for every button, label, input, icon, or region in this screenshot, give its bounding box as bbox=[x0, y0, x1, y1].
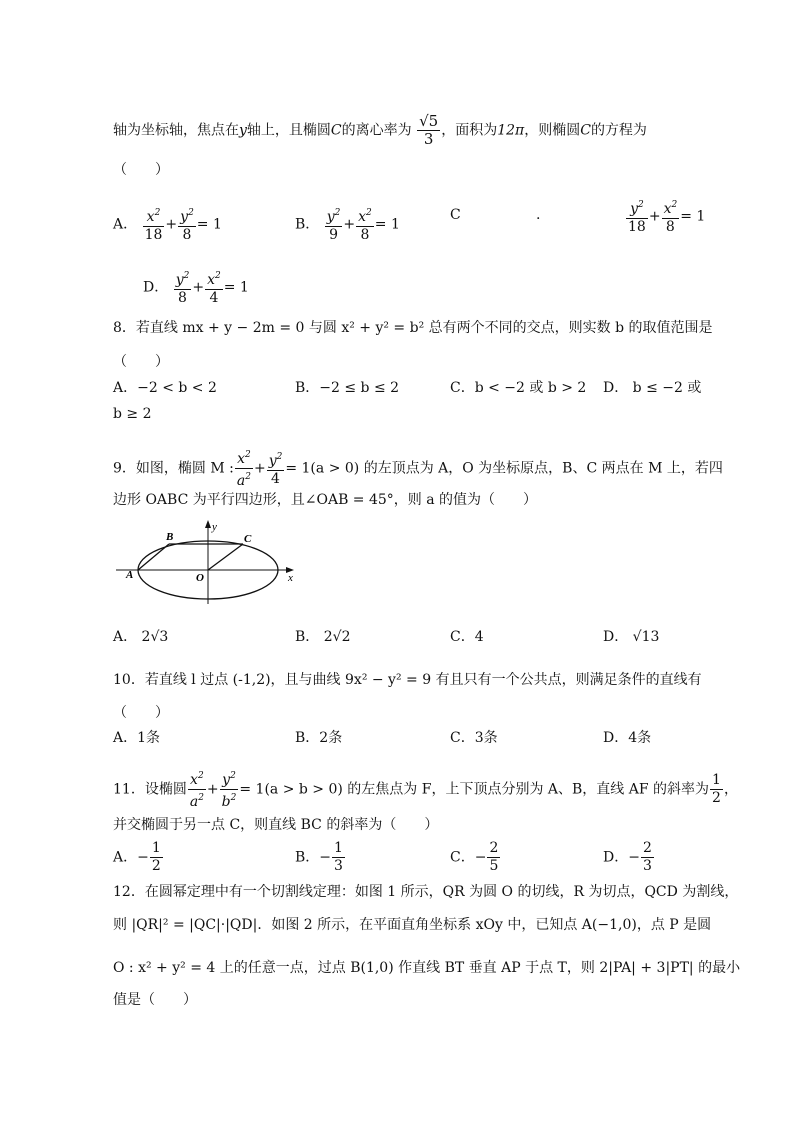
q12-line1: 12．在圆幂定理中有一个切割线定理：如图 1 所示，QR 为圆 O 的切线，R 为切点，QCD 为割线， bbox=[113, 884, 739, 900]
q12-line2: 则 |QR|² = |QC|·|QD|．如图 2 所示，在平面直角坐标系 xOy 中，已知点 A(−1,0)，点 P 是圆 bbox=[113, 917, 712, 933]
q11-opt-b-label: B．− bbox=[295, 849, 332, 866]
q7-opt-a-frac1: $\frac{x^2}{18}$ bbox=[143, 205, 165, 244]
q11-option-a[interactable] bbox=[113, 840, 164, 875]
q8-option-a[interactable]: A．−2 < b < 2 bbox=[113, 380, 217, 396]
q7-eccentricity bbox=[417, 113, 440, 148]
q7-opt-b-frac1: $\frac{y^2}{9}$ bbox=[325, 205, 343, 244]
q11-option-b[interactable] bbox=[295, 840, 346, 875]
q7-area: 12π bbox=[497, 122, 525, 139]
q8-option-d[interactable]: D． b ≤ −2 或 bbox=[603, 380, 702, 396]
q7-text-h: 的方程为 bbox=[590, 122, 647, 139]
label-c: C bbox=[244, 533, 252, 545]
q12-line3: O : x² + y² = 4 上的任意一点，过点 B(1,0) 作直线 BT 垂直 AP 于点 T，则 2|PA| + 3|PT| 的最小 bbox=[113, 960, 741, 976]
q7-opt-a-frac2: $\frac{y^2}{8}$ bbox=[178, 205, 196, 244]
label-o: O bbox=[196, 572, 204, 584]
q7-text-e: ，面积为 bbox=[441, 122, 498, 139]
label-b: B bbox=[166, 531, 174, 543]
q9-option-a[interactable]: A． 2√3 bbox=[113, 629, 169, 645]
q10-paren: （ ） bbox=[113, 705, 169, 721]
q7-opt-b-frac2: $\frac{x^2}{8}$ bbox=[356, 205, 374, 244]
q11-opt-d-label: D．− bbox=[603, 849, 640, 866]
q7-paren: （ ） bbox=[113, 162, 169, 178]
q11-opt-c-frac: $\frac{2}{5}$ bbox=[489, 840, 499, 874]
q7-opt-c-frac1: $\frac{y^2}{18}$ bbox=[626, 197, 648, 236]
q10-option-b[interactable]: B．2条 bbox=[295, 730, 343, 746]
q7-option-c[interactable]: $\frac{y^2}{18}$ + $\frac{x^2}{8}$ = 1 bbox=[625, 197, 705, 236]
segment-oc bbox=[208, 544, 243, 570]
q7-option-a[interactable]: A． $\frac{x^2}{18}$ + $\frac{y^2}{8}$ = 1 bbox=[113, 205, 222, 244]
q11-opt-c-label: C．− bbox=[450, 849, 487, 866]
q8-option-b[interactable]: B．−2 ≤ b ≤ 2 bbox=[295, 380, 400, 396]
q7-opt-d-label: D． bbox=[143, 279, 169, 296]
q7-opt-d-frac1: $\frac{y^2}{8}$ bbox=[174, 268, 192, 307]
q7-option-d[interactable]: D． $\frac{y^2}{8}$ + $\frac{x^2}{4}$ = 1 bbox=[143, 268, 249, 307]
q7-line1 bbox=[113, 113, 647, 148]
q11-opt-b-frac: $\frac{1}{3}$ bbox=[334, 840, 343, 874]
q7-var-c2: C bbox=[580, 122, 591, 139]
label-y: y bbox=[212, 521, 217, 533]
q10-option-d[interactable]: D．4条 bbox=[603, 730, 652, 746]
label-a: A bbox=[126, 569, 134, 581]
y-axis-arrow bbox=[205, 520, 211, 528]
q7-ecc-den: 3 bbox=[423, 130, 434, 148]
q9-option-d[interactable]: D． √13 bbox=[603, 629, 660, 645]
q7-option-c-dot: . bbox=[536, 207, 541, 223]
q10-stem: 10．若直线 l 过点 (-1,2)，且与曲线 9x² − y² = 9 有且只有一个公共点，则满足条件的直线有 bbox=[113, 672, 702, 688]
q11-frac1: $\frac{x^2}{a^2}$ bbox=[188, 768, 206, 811]
q9-ellipse-figure bbox=[112, 518, 304, 608]
q11-option-d[interactable] bbox=[603, 840, 655, 875]
q11-text-a: 11．设椭圆 bbox=[113, 781, 187, 798]
q7-opt-b-label: B． bbox=[295, 216, 320, 233]
q8-option-d-cont: b ≥ 2 bbox=[113, 406, 152, 422]
q7-var-c: C bbox=[330, 122, 342, 139]
q7-opt-d-frac2: $\frac{x^2}{4}$ bbox=[205, 268, 223, 307]
q7-opt-c-frac2: $\frac{x^2}{8}$ bbox=[662, 197, 680, 236]
q7-option-c-label[interactable]: C bbox=[450, 207, 461, 223]
q7-opt-a-label: A． bbox=[113, 216, 138, 233]
q7-var-y: y bbox=[239, 122, 247, 139]
q7-text-f: ，则椭圆 bbox=[524, 122, 581, 139]
q11-option-c[interactable] bbox=[450, 840, 501, 875]
q9-line1: 9．如图，椭圆 M : $\frac{x^2}{a^2}$ + $\frac{y^2}{4}$ = 1(a > 0) 的左顶点为 A，O 为坐标原点，B、C 两点在 M 上，若四 bbox=[113, 447, 723, 490]
q9-line2: 边形 OABC 为平行四边形，且∠OAB = 45°，则 a 的值为（ ） bbox=[113, 492, 538, 508]
q9-text-b: = 1(a > 0) 的左顶点为 A，O 为坐标原点，B、C 两点在 M 上，若四 bbox=[285, 460, 723, 477]
q11-line1: 11．设椭圆 $\frac{x^2}{a^2}$ + $\frac{y^2}{b^2}$ = 1(a > b > 0) 的左焦点为 F，上下顶点分别为 A、B，直线 AF 的斜率为 $\frac{1}{2}$ ， bbox=[113, 768, 738, 811]
q7-ecc-num: √5 bbox=[419, 112, 439, 130]
q7-option-b[interactable]: B． $\frac{y^2}{9}$ + $\frac{x^2}{8}$ = 1 bbox=[295, 205, 400, 244]
q11-slope: $\frac{1}{2}$ bbox=[712, 772, 721, 806]
q11-opt-d-frac: $\frac{2}{3}$ bbox=[642, 840, 652, 874]
label-x: x bbox=[288, 572, 293, 584]
q11-opt-a-frac: $\frac{1}{2}$ bbox=[151, 840, 161, 874]
q8-paren: （ ） bbox=[113, 354, 169, 370]
segment-ab bbox=[138, 544, 169, 570]
q8-option-c[interactable]: C．b < −2 或 b > 2 bbox=[450, 380, 587, 396]
q10-option-c[interactable]: C．3条 bbox=[450, 730, 498, 746]
q9-frac1: $\frac{x^2}{a^2}$ bbox=[235, 447, 253, 490]
q11-line2: 并交椭圆于另一点 C，则直线 BC 的斜率为（ ） bbox=[113, 817, 439, 833]
q11-frac2: $\frac{y^2}{b^2}$ bbox=[220, 768, 239, 811]
q9-frac2: $\frac{y^2}{4}$ bbox=[267, 449, 285, 488]
q10-option-a[interactable]: A．1条 bbox=[113, 730, 161, 746]
q9-option-c[interactable]: C．4 bbox=[450, 629, 484, 645]
q12-line4: 值是（ ） bbox=[113, 992, 197, 1008]
q9-option-b[interactable]: B． 2√2 bbox=[295, 629, 351, 645]
q7-text-a: 轴为坐标轴，焦点在 bbox=[113, 122, 239, 139]
q9-text-a: 9．如图，椭圆 M : bbox=[113, 460, 234, 477]
q7-text-d: 的离心率为 bbox=[341, 122, 412, 139]
q8-stem: 8．若直线 mx + y − 2m = 0 与圆 x² + y² = b² 总有两个不同的交点，则实数 b 的取值范围是 bbox=[113, 320, 713, 336]
q11-opt-a-label: A．− bbox=[113, 849, 149, 866]
q7-text-b: 轴上，且椭圆 bbox=[246, 122, 331, 139]
q11-text-b: = 1(a > b > 0) 的左焦点为 F，上下顶点分别为 A、B，直线 AF 的斜率为 bbox=[239, 781, 710, 798]
